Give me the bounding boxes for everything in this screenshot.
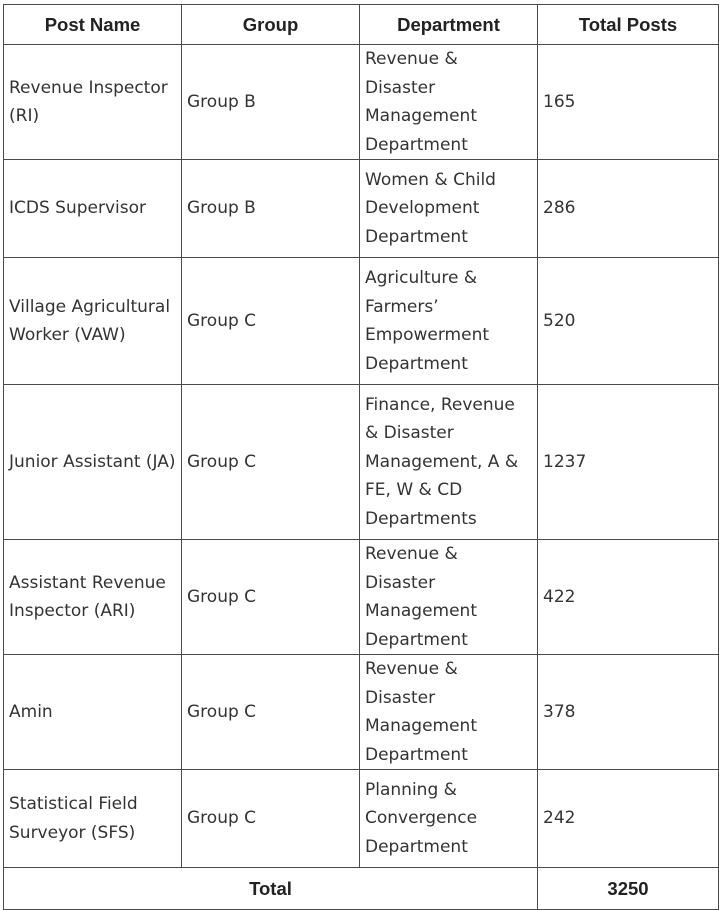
department-cell: Planning & Convergence Department: [360, 770, 538, 868]
header-row: [4, 5, 719, 45]
header-group: Group: [182, 5, 360, 45]
total-posts-cell: 286: [538, 160, 719, 258]
total-posts-cell: 242: [538, 770, 719, 868]
post-name-cell: Junior Assistant (JA): [4, 385, 182, 540]
table-row: [4, 160, 719, 258]
total-value: 3250: [538, 868, 719, 910]
table-row: [4, 258, 719, 385]
table-row: [4, 655, 719, 770]
department-cell: Women & Child Development Department: [360, 160, 538, 258]
department-cell: Revenue & Disaster Management Department: [360, 45, 538, 160]
department-cell: Finance, Revenue & Disaster Management, A & FE, W & CD Departments: [360, 385, 538, 540]
total-posts-cell: 165: [538, 45, 719, 160]
posts-table: [3, 4, 719, 910]
post-name-cell: Village Agricultural Worker (VAW): [4, 258, 182, 385]
header-total-posts: Total Posts: [538, 5, 719, 45]
total-posts-cell: 1237: [538, 385, 719, 540]
department-cell: Revenue & Disaster Management Department: [360, 540, 538, 655]
department-cell: Revenue & Disaster Management Department: [360, 655, 538, 770]
group-cell: Group C: [182, 258, 360, 385]
group-cell: Group C: [182, 385, 360, 540]
group-cell: Group C: [182, 540, 360, 655]
group-cell: Group B: [182, 160, 360, 258]
total-posts-cell: 422: [538, 540, 719, 655]
post-name-cell: Revenue Inspector (RI): [4, 45, 182, 160]
group-cell: Group B: [182, 45, 360, 160]
post-name-cell: ICDS Supervisor: [4, 160, 182, 258]
table-row: [4, 770, 719, 868]
table-row: [4, 385, 719, 540]
table-row: [4, 45, 719, 160]
table-footer: [4, 868, 719, 910]
header-department: Department: [360, 5, 538, 45]
group-cell: Group C: [182, 655, 360, 770]
post-name-cell: Statistical Field Surveyor (SFS): [4, 770, 182, 868]
table-body: [4, 45, 719, 868]
group-cell: Group C: [182, 770, 360, 868]
table-row: [4, 540, 719, 655]
post-name-cell: Assistant Revenue Inspector (ARI): [4, 540, 182, 655]
total-posts-cell: 378: [538, 655, 719, 770]
table-header: [4, 5, 719, 45]
total-label: Total: [4, 868, 538, 910]
total-posts-cell: 520: [538, 258, 719, 385]
header-post-name: Post Name: [4, 5, 182, 45]
total-row: [4, 868, 719, 910]
post-name-cell: Amin: [4, 655, 182, 770]
department-cell: Agriculture & Farmers’ Empowerment Department: [360, 258, 538, 385]
